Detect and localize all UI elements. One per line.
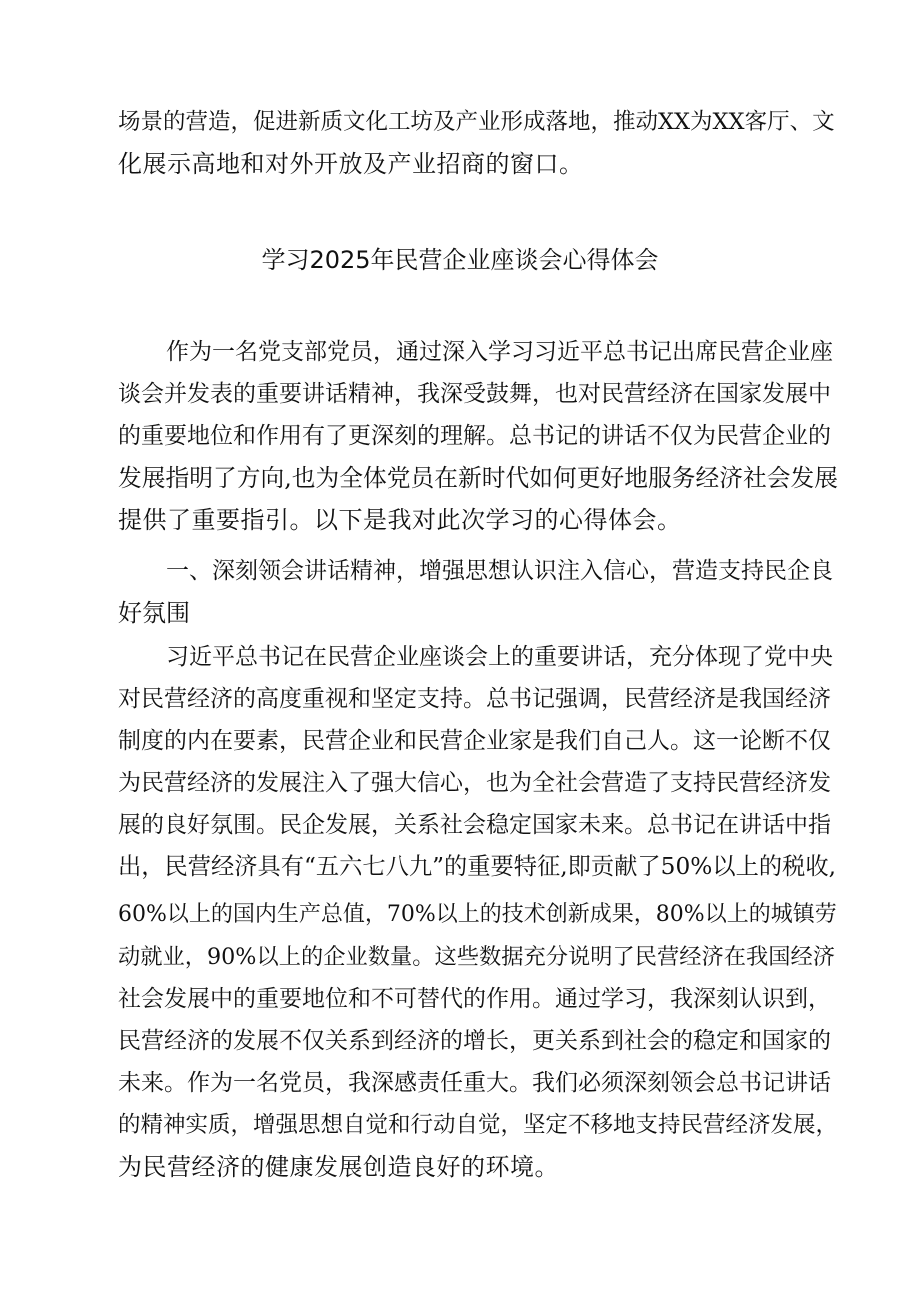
paragraph-line: 展的良好氛围。民企发展，关系社会稳定国家未来。总书记在讲话中指 [118,812,831,838]
section-heading: 一、深刻领会讲话精神，增强思想认识注入信心，营造支持民企良 [166,558,833,584]
paragraph-line: 提供了重要指引。以下是我对此次学习的心得体会。 [118,506,682,534]
paragraph-line: 社会发展中的重要地位和不可替代的作用。通过学习，我深刻认识到， [118,986,831,1012]
paragraph-line: 谈会并发表的重要讲话精神，我深受鼓舞，也对民营经济在国家发展中 [118,381,831,407]
paragraph-line: 为民营经济的健康发展创造良好的环境。 [118,1153,559,1181]
paragraph-line: 对民营经济的高度重视和坚定支持。总书记强调，民营经济是我国经济 [118,686,831,712]
paragraph-line: 未来。作为一名党员，我深感责任重大。我们必须深刻领会总书记讲话 [118,1070,831,1096]
paragraph-line: 为民营经济的发展注入了强大信心，也为全社会营造了支持民营经济发 [118,770,831,796]
paragraph-line: 习近平总书记在民营企业座谈会上的重要讲话，充分体现了党中央 [166,644,833,670]
paragraph-line: 作为一名党支部党员，通过深入学习习近平总书记出席民营企业座 [166,339,833,365]
paragraph-line: 60%以上的国内生产总值，70%以上的技术创新成果，80%以上的城镇劳 [118,902,837,927]
paragraph-line: 动就业，90%以上的企业数量。这些数据充分说明了民营经济在我国经济 [118,944,835,970]
paragraph-line: 发展指明了方向,也为全体党员在新时代如何更好地服务经济社会发展 [118,464,839,492]
paragraph-line: 制度的内在要素，民营企业和民营企业家是我们自己人。这一论断不仅 [118,728,831,754]
intro-line: 化展示高地和对外开放及产业招商的窗口。 [118,150,584,178]
paragraph-line: 的重要地位和作用有了更深刻的理解。总书记的讲话不仅为民营企业的 [118,423,831,449]
article-title: 学习2025年民营企业座谈会心得体会 [261,246,659,274]
paragraph-line: 民营经济的发展不仅关系到经济的增长，更关系到社会的稳定和国家的 [118,1028,831,1054]
paragraph-line: 出，民营经济具有“五六七八九”的重要特征,即贡献了50%以上的税收, [118,853,836,880]
section-heading: 好氛围 [118,599,190,627]
paragraph-line: 的精神实质，增强思想自觉和行动自觉，坚定不移地支持民营经济发展， [118,1112,839,1138]
intro-line: 场景的营造，促进新质文化工坊及产业形成落地，推动XX为XX客厅、文 [118,109,835,135]
